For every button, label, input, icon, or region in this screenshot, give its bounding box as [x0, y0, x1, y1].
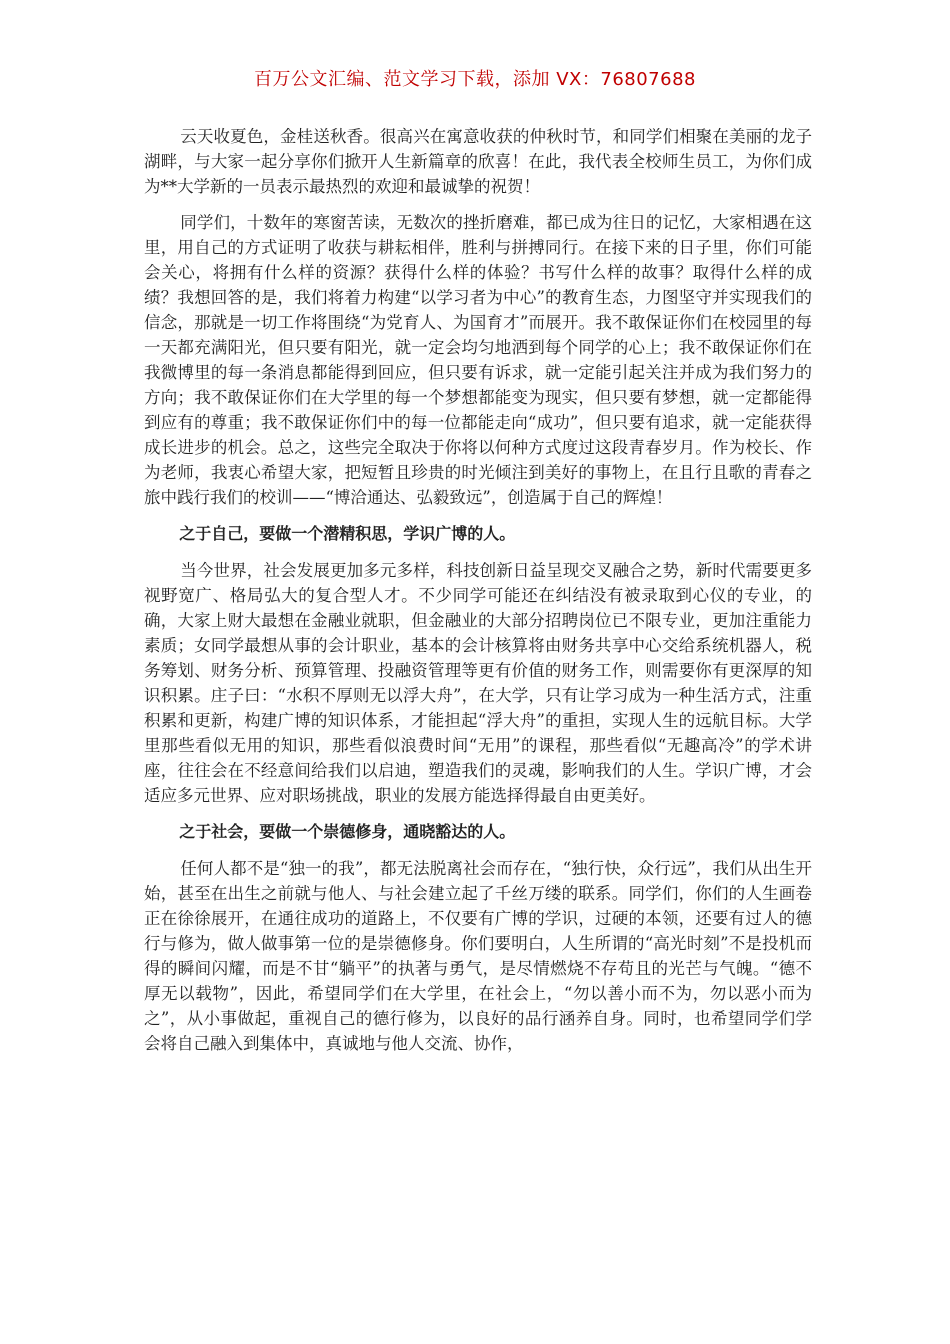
document-body [144, 124, 812, 1067]
paragraph-intro: 云天收夏色，金桂送秋香。很高兴在寓意收获的仲秋时节，和同学们相聚在美丽的龙子湖畔，与大家一起分享你们掀开人生新篇章的欣喜！在此，我代表全校师生员工，为你们成为**大学新的一员表示最热烈的欢迎和最诚挚的祝贺！ [144, 127, 812, 196]
paragraph-society: 任何人都不是“独一的我”，都无法脱离社会而存在，“独行快，众行远”，我们从出生开始，甚至在出生之前就与他人、与社会建立起了千丝万缕的联系。同学们，你们的人生画卷正在徐徐展开，在通往成功的道路上，不仅要有广博的学识，过硬的本领，还要有过人的德行与修为，做人做事第一位的是崇德修身。你们要明白，人生所谓的“高光时刻”不是投机而得的瞬间闪耀，而是不甘“躺平”的执著与勇气，是尽情燃烧不存苟且的光芒与气魄。“德不厚无以载物”，因此，希望同学们在大学里，在社会上，“勿以善小而不为，勿以恶小而为之”，从小事做起，重视自己的德行修为，以良好的品行涵养自身。同时，也希望同学们学会将自己融入到集体中，真诚地与他人交流、协作， [144, 859, 812, 1053]
section-heading-self: 之于自己，要做一个潜精积思，学识广博的人。 [179, 524, 516, 543]
paragraph-self: 当今世界，社会发展更加多元多样，科技创新日益呈现交叉融合之势，新时代需要更多视野宽广、格局弘大的复合型人才。不少同学可能还在纠结没有被录取到心仪的专业，的确，大家上财大最想在金融业就职，但金融业的大部分招聘岗位已不限专业，更加注重能力素质；女同学最想从事的会计职业，基本的会计核算将由财务共享中心交给系统机器人，税务筹划、财务分析、预算管理、投融资管理等更有价值的财务工作，则需要你有更深厚的知识积累。庄子曰：“水积不厚则无以浮大舟”，在大学，只有让学习成为一种生活方式，注重积累和更新，构建广博的知识体系，才能担起“浮大舟”的重担，实现人生的远航目标。大学里那些看似无用的知识，那些看似浪费时间“无用”的课程，那些看似“无趣高冷”的学术讲座，往往会在不经意间给我们以启迪，塑造我们的灵魂，影响我们的人生。学识广博，才会适应多元世界、应对职场挑战，职业的发展方能选择得最自由更美好。 [144, 561, 812, 805]
paragraph-main: 同学们，十数年的寒窗苦读，无数次的挫折磨难，都已成为往日的记忆，大家相遇在这里，用自己的方式证明了收获与耕耘相伴，胜利与拼搏同行。在接下来的日子里，你们可能会关心，将拥有什么样的资源？获得什么样的体验？书写什么样的故事？取得什么样的成绩？我想回答的是，我们将着力构建“以学习者为中心”的教育生态，力图坚守并实现我们的信念，那就是一切工作将围绕“为党育人、为国育才”而展开。我不敢保证你们在校园里的每一天都充满阳光，但只要有阳光，就一定会均匀地洒到每个同学的心上；我不敢保证你们在我微博里的每一条消息都能得到回应，但只要有诉求，就一定能引起关注并成为我们努力的方向；我不敢保证你们在大学里的每一个梦想都能变为现实，但只要有梦想，就一定都能得到应有的尊重；我不敢保证你们中的每一位都能走向“成功”，但只要有追求，就一定能获得成长进步的机会。总之，这些完全取决于你将以何种方式度过这段青春岁月。作为校长、作为老师，我衷心希望大家，把短暂且珍贵的时光倾注到美好的事物上，在且行且歌的青春之旅中践行我们的校训——“博洽通达、弘毅致远”，创造属于自己的辉煌！ [144, 213, 812, 507]
header-banner: 百万公文汇编、范文学习下载，添加 VX：76807688 [254, 69, 696, 90]
section-heading-society: 之于社会，要做一个崇德修身，通晓豁达的人。 [179, 822, 516, 841]
